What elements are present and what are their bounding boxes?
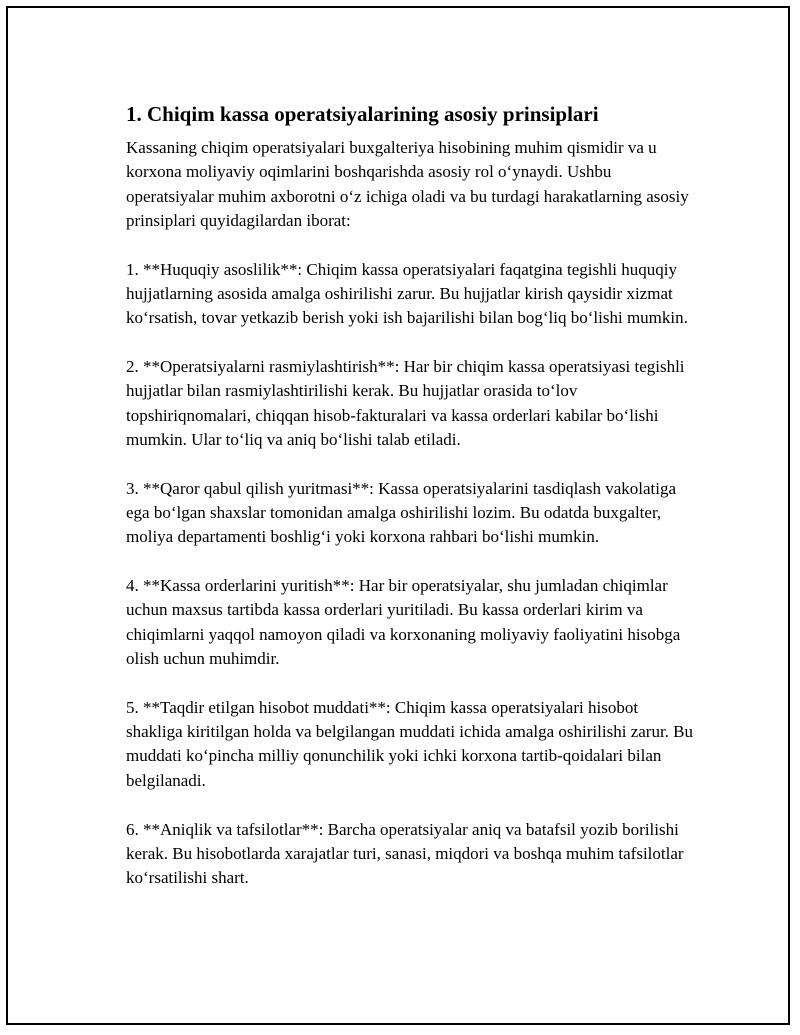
principle-item-5: 5. **Taqdir etilgan hisobot muddati**: Chiqim kassa operatsiyalari hisobot shakliga kiritilgan holda va belgilangan muddati ichida amalga oshirilishi zarur. Bu muddati ko‘pincha milliy qonunchilik yoki ichki korxona tartib-qoidalari bilan belgilanadi. — [126, 697, 694, 790]
intro-paragraph: Kassaning chiqim operatsiyalari buxgalteriya hisobining muhim qismidir va u korxona moliyaviy oqimlarini boshqarishda asosiy rol o‘ynaydi. Ushbu operatsiyalar muhim axborotni o‘z ichiga oladi va bu turdagi harakatlarning asosiy prinsiplari quyidagilardan iborat: — [126, 138, 689, 230]
principle-item-4: 4. **Kassa orderlarini yuritish**: Har bir operatsiyalar, shu jumladan chiqimlar uchun maxsus tartibda kassa orderlari yuritiladi. Bu kassa orderlari kirim va chiqimlarni yaqqol namoyon qiladi va korxonaning moliyaviy faoliyatini hisobga olish uchun muhimdir. — [126, 576, 681, 669]
principle-item-2: 2. **Operatsiyalarni rasmiylashtirish**: Har bir chiqim kassa operatsiyasi tegishli hujjatlar bilan rasmiylashtirilishi kerak. Bu hujjatlar orasida to‘lov topshiriqnomalari, chiqqan hisob-fakturalari va kassa orderlari kabilar bo‘lishi mumkin. Ular to‘liq va aniq bo‘lishi talab etiladi. — [126, 357, 685, 449]
page-frame — [6, 6, 790, 1025]
section-heading: 1. Chiqim kassa operatsiyalarining asosiy prinsiplari — [126, 102, 599, 126]
principle-item-1: 1. **Huquqiy asoslilik**: Chiqim kassa operatsiyalari faqatgina tegishli huquqiy hujjatlarning asosida amalga oshirilishi zarur. Bu hujjatlar kirish qaysidir xizmat ko‘rsatish, tovar yetkazib berish yoki ish bajarilishi bilan bog‘liq bo‘lishi mumkin. — [126, 259, 688, 328]
principle-item-6: 6. **Aniqlik va tafsilotlar**: Barcha operatsiyalar aniq va batafsil yozib borilishi kerak. Bu hisobotlarda xarajatlar turi, sanasi, miqdori va boshqa muhim tafsilotlar ko‘rsatilishi shart. — [126, 819, 684, 888]
principle-item-3: 3. **Qaror qabul qilish yuritmasi**: Kassa operatsiyalarini tasdiqlash vakolatiga ega bo‘lgan shaxslar tomonidan amalga oshirilishi lozim. Bu odatda buxgalter, moliya departamenti boshlig‘i yoki korxona rahbari bo‘lishi mumkin. — [126, 478, 677, 547]
document-body — [126, 100, 698, 915]
